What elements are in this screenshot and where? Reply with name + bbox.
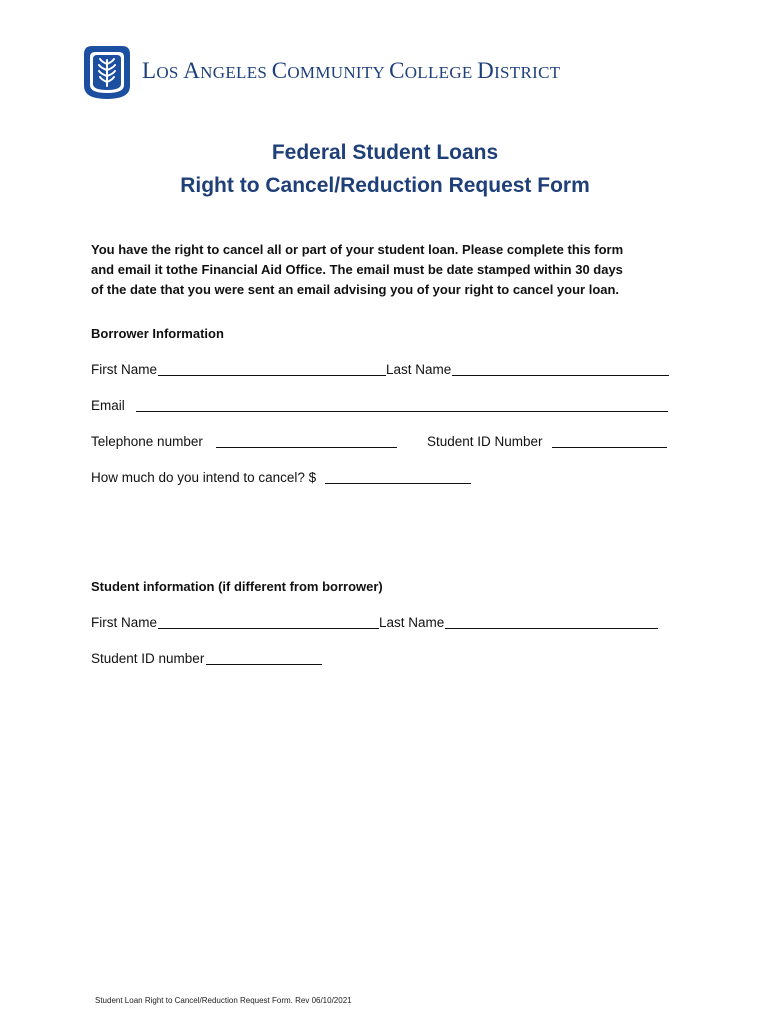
borrower-telephone-label: Telephone number — [91, 434, 203, 449]
form-title-line-1: Federal Student Loans — [271, 141, 499, 164]
borrower-student-id-field[interactable] — [552, 447, 667, 448]
student-id-label: Student ID number — [91, 651, 205, 666]
borrower-telephone-field[interactable] — [216, 447, 397, 448]
intro-line: and email it tothe Financial Aid Office. The email must be date stamped within 30 days — [91, 262, 623, 277]
borrower-last-name-field[interactable] — [452, 375, 669, 376]
borrower-email-label: Email — [91, 398, 125, 413]
borrower-last-name-label: Last Name — [386, 362, 452, 377]
intro-line: of the date that you were sent an email advising you of your right to cancel your loan. — [91, 282, 620, 297]
intro-line: You have the right to cancel all or part of your student loan. Please complete this form — [91, 242, 624, 257]
wheat-sheaf-icon — [84, 46, 130, 99]
borrower-first-name-label: First Name — [91, 362, 158, 377]
borrower-section-heading: Borrower Information — [91, 326, 224, 341]
form-revision-footer: Student Loan Right to Cancel/Reduction Request Form. Rev 06/10/2021 — [95, 996, 352, 1005]
student-first-name-label: First Name — [91, 615, 158, 630]
borrower-email-field[interactable] — [136, 411, 668, 412]
organization-name: LOS ANGELES COMMUNITY COLLEGE DISTRICT — [142, 58, 561, 83]
cancel-amount-field[interactable] — [325, 483, 471, 484]
borrower-student-id-label: Student ID Number — [427, 434, 543, 449]
student-first-name-field[interactable] — [158, 628, 379, 629]
student-last-name-field[interactable] — [445, 628, 658, 629]
borrower-first-name-field[interactable] — [158, 375, 386, 376]
student-last-name-label: Last Name — [379, 615, 445, 630]
student-id-field[interactable] — [206, 664, 322, 665]
student-section-heading: Student information (if different from borrower) — [91, 579, 383, 594]
cancel-amount-label: How much do you intend to cancel? $ — [91, 470, 317, 485]
form-title-line-2: Right to Cancel/Reduction Request Form — [180, 174, 590, 197]
college-district-logo — [84, 46, 130, 99]
intro-paragraph — [91, 240, 691, 300]
